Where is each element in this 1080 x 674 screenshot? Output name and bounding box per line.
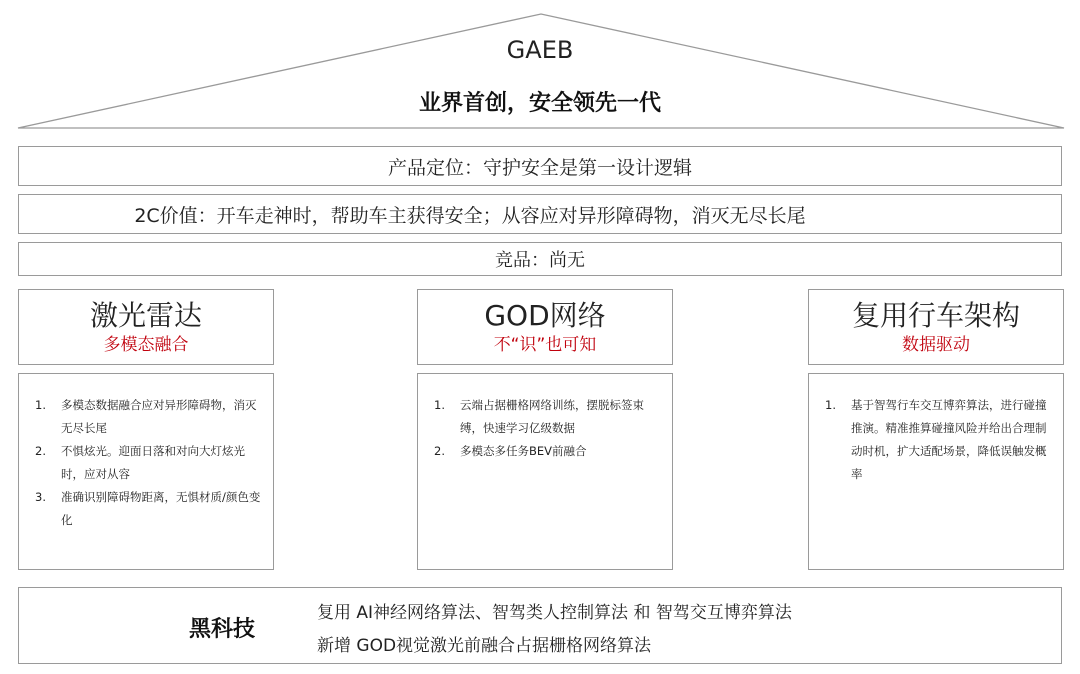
list-item <box>19 440 273 486</box>
pillar-item-list <box>809 374 1063 486</box>
item-number: 2. <box>35 444 46 458</box>
pillar-god-network-body <box>417 373 673 570</box>
item-number: 2. <box>434 444 445 458</box>
item-text: 云端占据栅格网络训练，摆脱标签束缚，快速学习亿级数据 <box>460 398 644 435</box>
black-tech-line-new: 新增 GOD视觉激光前融合占据栅格网络算法 <box>317 636 652 656</box>
list-item <box>19 486 273 532</box>
product-positioning-bar <box>18 146 1062 186</box>
roof-subtitle: 业界首创，安全领先一代 <box>418 91 661 116</box>
item-text: 多模态数据融合应对异形障碍物，消灭无尽长尾 <box>61 398 257 435</box>
pillar-lidar-header <box>18 289 274 365</box>
pillar-title: 复用行车架构 <box>851 299 1020 332</box>
pillar-lidar-body <box>18 373 274 570</box>
black-tech-foundation <box>18 587 1062 664</box>
pillar-item-list <box>418 374 672 463</box>
item-text: 多模态多任务BEV前融合 <box>460 444 587 458</box>
pillar-subtitle: 不“识”也可知 <box>493 335 597 355</box>
list-item <box>418 440 672 463</box>
pillar-driving-architecture-header <box>808 289 1064 365</box>
black-tech-line-reuse: 复用 AI神经网络算法、智驾类人控制算法 和 智驾交互博弈算法 <box>317 603 792 623</box>
product-positioning-text: 产品定位：守护安全是第一设计逻辑 <box>387 156 692 179</box>
value-2c-bar <box>18 194 1062 234</box>
roof-title: GAEB <box>506 36 574 64</box>
black-tech-label: 黑科技 <box>189 617 256 642</box>
item-text: 不惧炫光。迎面日落和对向大灯炫光时，应对从容 <box>61 444 245 481</box>
pillar-subtitle: 多模态融合 <box>103 335 189 355</box>
item-text: 基于智驾行车交互博弈算法，进行碰撞推演。精准推算碰撞风险并给出合理制动时机，扩大适配场景，降低误触发概率 <box>851 398 1047 481</box>
item-text: 准确识别障碍物距离，无惧材质/颜色变化 <box>61 490 261 527</box>
competitors-text: 竞品：尚无 <box>495 250 585 271</box>
pillar-item-list <box>19 374 273 532</box>
list-item <box>418 394 672 440</box>
competitors-bar <box>18 242 1062 276</box>
pillar-god-network-header <box>417 289 673 365</box>
pillar-title: 激光雷达 <box>89 299 202 332</box>
item-number: 1. <box>825 398 836 412</box>
item-number: 1. <box>434 398 445 412</box>
item-number: 1. <box>35 398 46 412</box>
pillar-driving-architecture-body <box>808 373 1064 570</box>
list-item <box>19 394 273 440</box>
value-2c-text: 2C价值：开车走神时，帮助车主获得安全；从容应对异形障碍物，消灭无尽长尾 <box>134 204 806 227</box>
pillar-subtitle: 数据驱动 <box>902 335 970 355</box>
item-number: 3. <box>35 490 46 504</box>
list-item <box>809 394 1063 486</box>
pillar-title: GOD网络 <box>484 299 606 332</box>
